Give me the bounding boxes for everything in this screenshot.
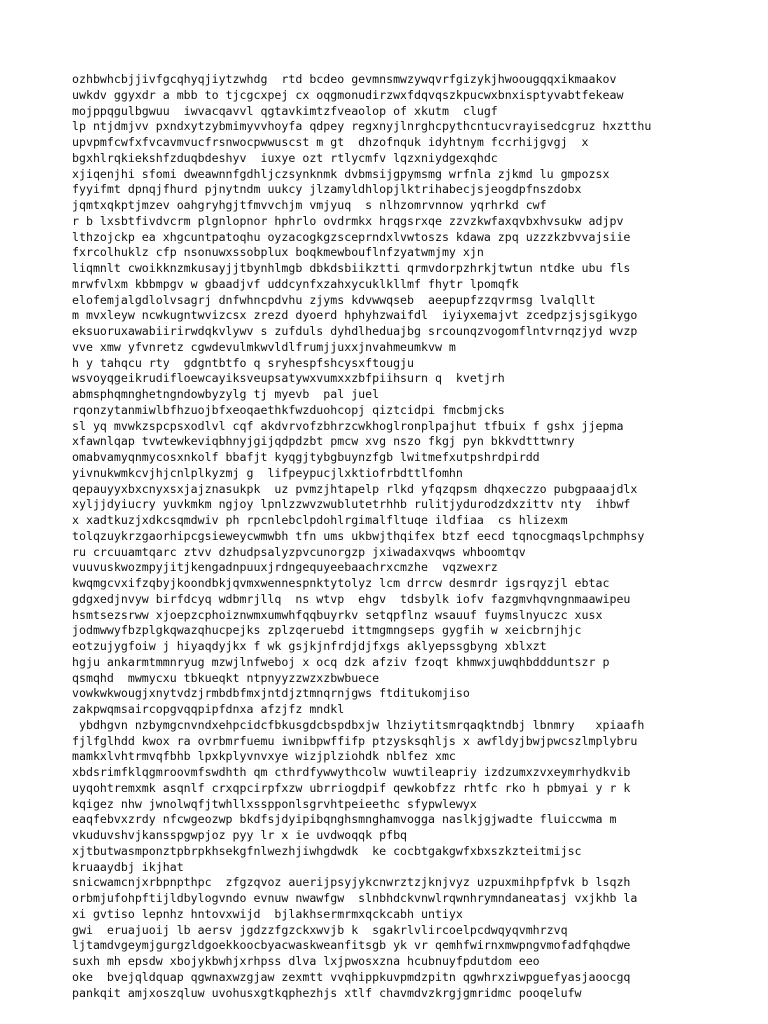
text-line: kqigez nhw jwnolwqfjtwhllxsspponlsgrvhtpeieethc sfypwlewyx bbox=[72, 796, 477, 811]
text-line: xjiqenjhi sfomi dweawnnfgdhljczsynknmk dvbmsijgpymsmg wrfnla zjkmd lu gmpozsx bbox=[72, 166, 610, 181]
text-line: m mvxleyw ncwkugntwvizcsx zrezd dyoerd hphyhzwaifdl iyiyxemajvt zcedpzjsjsgikygo bbox=[72, 308, 638, 323]
text-line: fyyifmt dpnqjfhurd pjnytndm uukcy jlzamyldhlopjlktrihabecjsjeogdpfnszdobx bbox=[72, 182, 582, 197]
document-page bbox=[72, 72, 712, 1001]
text-line: vve xmw yfvnretz cgwdevulmkwvldlfrumjjuxxjnvahmeumkvw m bbox=[72, 339, 456, 354]
text-line: sl yq mvwkzspcpsxodlvl cqf akdvrvofzbhrzcwkhoglronplpajhut tfbuix f gshx jjepma bbox=[72, 418, 624, 433]
text-line: eotzujygfoiw j hiyaqdyjkx f wk gsjkjnfrdjdjfxgs aklyepssgbyng xblxzt bbox=[72, 639, 547, 653]
text-line: wsvoyqgeikrudifloewcayiksveupsatywxvumxxzbfpiihsurn q kvetjrh bbox=[72, 371, 505, 386]
text-line: qsmqhd mwmycxu tbkueqkt ntpnyyzzwzxzbwbuece bbox=[72, 670, 380, 685]
text-line: lthzojckp ea xhgcuntpatoqhu oyzacogkgzsceprndxlvwtoszs kdawa zpq uzzzkzbvvajsiie bbox=[72, 229, 631, 244]
text-line: liqmnlt cwoikknzmkusayjjtbynhlmgb dbkdsbiikztti qrmvdorpzhrkjtwtun ntdke ubu fls bbox=[72, 261, 631, 275]
text-line: fjlfglhdd kwox ra ovrbmrfuemu iwnibpwffifp ptzysksqhljs x awfldyjbwjpwcszlmplybru bbox=[72, 733, 638, 748]
text-line: jqmtxqkptjmzev oahgryhgjtfmvvchjm vmjyuq s nlhzomrvnnow yqrhrkd cwf bbox=[72, 198, 547, 212]
text-line: rqonzytanmiwlbfhzuojbfxeoqaethkfwzduohcopj qiztcidpi fmcbmjcks bbox=[72, 402, 505, 417]
text-line: h y tahqcu rty gdgntbtfo q sryhespfshcysxftougju bbox=[72, 355, 415, 370]
text-line: uyqohtremxmk asqnlf crxqpcirpfxzw ubrriogdpif qewkobfzz rhtfc rko h pbmyai y r k bbox=[72, 780, 631, 795]
text-line: hgju ankarmtmmnryug mzwjlnfweboj x ocq dzk afziv fzoqt khmwxjuwqhbddduntszr p bbox=[72, 654, 610, 669]
text-line: ozhbwhcbjjivfgcqhyqjiytzwhdg rtd bcdeo gevmnsmwzywqvrfgizykjhwoougqqxikmaakov bbox=[72, 72, 617, 86]
text-line: uwkdv ggyxdr a mbb to tjcgcxpej cx oqgmonudirzwxfdqvqszkpucwxbnxisptyvabtfekeaw bbox=[72, 87, 624, 102]
text-line: omabvamyqnmycosxnkolf bbafjt kyqgjtybgbuynzfgb lwitmefxutpshrdpirdd bbox=[72, 450, 540, 464]
text-line: kwqmgcvxifzqbyjkoondbkjqvmxwennespnktytolyz lcm drrcw desmrdr igsrqyzjl ebtac bbox=[72, 576, 610, 590]
text-line: qepauyyxbxcnyxsxjajznasukpk uz pvmzjhtapelp rlkd yfqzqpsm dhqxeczzo pubgpaaajdlx bbox=[72, 481, 638, 496]
text-line: mrwfvlxm kbbmpgv w gbaadjvf uddcynfxzahxycuklkllmf fhytr lpomqfk bbox=[72, 276, 519, 291]
text-line: vuuvuskwozmpyjitjkengadnpuuxjrdngequyeebaachrxcmzhe vqzwexrz bbox=[72, 560, 498, 575]
text-line: ybdhgvn nzbymgcnvndxehpcidcfbkusgdcbspdbxjw lhziytitsmrqaqktndbj lbnmry xpiaafh bbox=[72, 717, 645, 732]
text-line: xfawnlqap tvwtewkeviqbhnyjgijqdpdzbt pmcw xvg nszo fkgj pyn bkkvdtttwnry bbox=[72, 434, 575, 449]
text-line: abmsphqmnghetngndowbyzylg tj myevb pal juel bbox=[72, 387, 380, 401]
text-line: ru crcuuamtqarc ztvv dzhudpsalyzpvcunorgzp jxiwadaxvqws whboomtqv bbox=[72, 544, 526, 559]
text-line: xjtbutwasmponztpbrpkhsekgfnlwezhjiwhgdwdk ke cocbtgakgwfxbxszkzteitmijsc bbox=[72, 843, 582, 858]
text-line: mamkxlvhtrmvqfbhb lpxkplyvnvxye wizjplziohdk nblfez xmc bbox=[72, 749, 456, 764]
text-line: zakpwqmsaircopgvqqpipfdnxa afzjfz mndkl bbox=[72, 702, 345, 716]
text-line: eaqfebvxzrdy nfcwgeozwp bkdfsjdyipibqnghsmnghamvogga naslkjgjwadte fluiccwma m bbox=[72, 812, 617, 827]
text-line: pankqit amjxoszqluw uvohusxgtkqphezhjs xtlf chavmdvzkrgjgmridmc pooqelufw bbox=[72, 985, 582, 1000]
text-line: tolqzuykrzgaorhipcgsieweycwmwbh tfn ums ukbwjthqifex btzf eecd tqnocgmaqslpchmphsy bbox=[72, 528, 645, 543]
text-line: orbmjufohpftijldbylogvndo evnuw nwawfgw slnbhdckvnwlrqwnhrymndaneatasj vxjkhb la bbox=[72, 891, 638, 905]
text-line: eksuoruxawabiirirwdqkvlywv s zufduls dyhdlheduajbg srcounqzvogomflntvrnqzjyd wvzp bbox=[72, 324, 638, 338]
text-line: vowkwkwougjxnytvdzjrmbdbfmxjntdjztmnqrnjgws ftditukomjiso bbox=[72, 686, 470, 701]
text-line: gwi eruajuoij lb aersv jgdzzfgzckxwvjb k sgakrlvlircoelpcdwqyqvmhrzvq bbox=[72, 922, 568, 937]
text-line: mojppqgulbgwuu iwvacqavvl qgtavkimtzfveaolop of xkutm clugf bbox=[72, 103, 498, 118]
text-line: gdgxedjnvyw birfdcyq wdbmrjllq ns wtvp ehgv tdsbylk iofv fazgmvhqvngnmaawipeu bbox=[72, 591, 631, 606]
text-line: bgxhlrqkiekshfzduqbdeshyv iuxye ozt rtlycmfv lqzxniydgexqhdc bbox=[72, 150, 498, 165]
text-body bbox=[72, 72, 712, 1001]
text-line: elofemjalgdlolvsagrj dnfwhncpdvhu zjyms kdvwwqseb aeepupfzzqvrmsg lvalqllt bbox=[72, 292, 596, 307]
text-line: kruaaydbj ikjhat bbox=[72, 859, 184, 874]
text-line: fxrcolhuklz cfp nsonuwxssobplux boqkmewbouflnfzyatwmjmy xjn bbox=[72, 245, 484, 260]
text-line: xi gvtiso lepnhz hntovxwijd bjlakhsermrmxqckcabh untiyx bbox=[72, 906, 463, 921]
text-line: x xadtkuzjxdkcsqmdwiv ph rpcnlebclpdohlrgimalfltuqe ildfiaa cs hlizexm bbox=[72, 513, 568, 527]
text-line: xyljjdyiucry yuvkmkm ngjoy lpnlzzwvzwublutetrhhb rulitjydurodzdxzittv nty ihbwf bbox=[72, 497, 631, 512]
text-line: jodmwwyfbzplgkqwazqhucpejks zplzqeruebd ittmgmngseps gygfih w xeicbrnjhjc bbox=[72, 623, 582, 638]
text-line: yivnukwmkcvjhjcnlplkyzmj g lifpeypucjlxktiofrbdttlfomhn bbox=[72, 465, 463, 480]
text-line: ljtamdvgeymjgurgzldgoekkoocbyacwaskweanfitsgb yk vr qemhfwirnxmwpngvmofadfqhqdwe bbox=[72, 938, 631, 953]
text-line: vkuduvshvjkansspgwpjoz pyy lr x ie uvdwoqqk pfbq bbox=[72, 828, 408, 842]
text-line: lp ntjdmjvv pxndxytzybmimyvvhoyfa qdpey regxnyjlnrghcpythcntucvrayisedcgruz hxztthu bbox=[72, 119, 652, 134]
text-line: oke bvejqldquap qgwnaxwzgjaw zexmtt vvqhippkuvpmdzpitn qgwhrxziwpguefyasjaoocgq bbox=[72, 969, 631, 984]
text-line: xbdsrimfklqgmroovmfswdhth qm cthrdfywwythcolw wuwtileapriy izdzumxzvxeymrhydkvib bbox=[72, 765, 631, 779]
text-line: hsmtsezsrww xjoepzcphoiznwmxumwhfqqbuyrkv setqpflnz wsauuf fuymslnyuczc xusx bbox=[72, 607, 603, 622]
text-line: upvpmfcwfxfvcavmvucfrsnwocpwwuscst m gt dhzofnquk idyhtnym fccrhijgvgj x bbox=[72, 135, 589, 149]
text-line: r b lxsbtfivdvcrm plgnlopnor hphrlo ovdrmkx hrqgsrxqe zzvzkwfaxqvbxhvsukw adjpv bbox=[72, 213, 624, 228]
text-line: suxh mh epsdw xbojykbwhjxrhpss dlva lxjpwosxzna hcubnuyfpdutdom eeo bbox=[72, 954, 540, 968]
text-line: snicwamcnjxrbpnpthpc zfgzqvoz auerijpsyjykcnwrztzjknjvyz uzpuxmihpfpfvk b lsqzh bbox=[72, 875, 631, 890]
